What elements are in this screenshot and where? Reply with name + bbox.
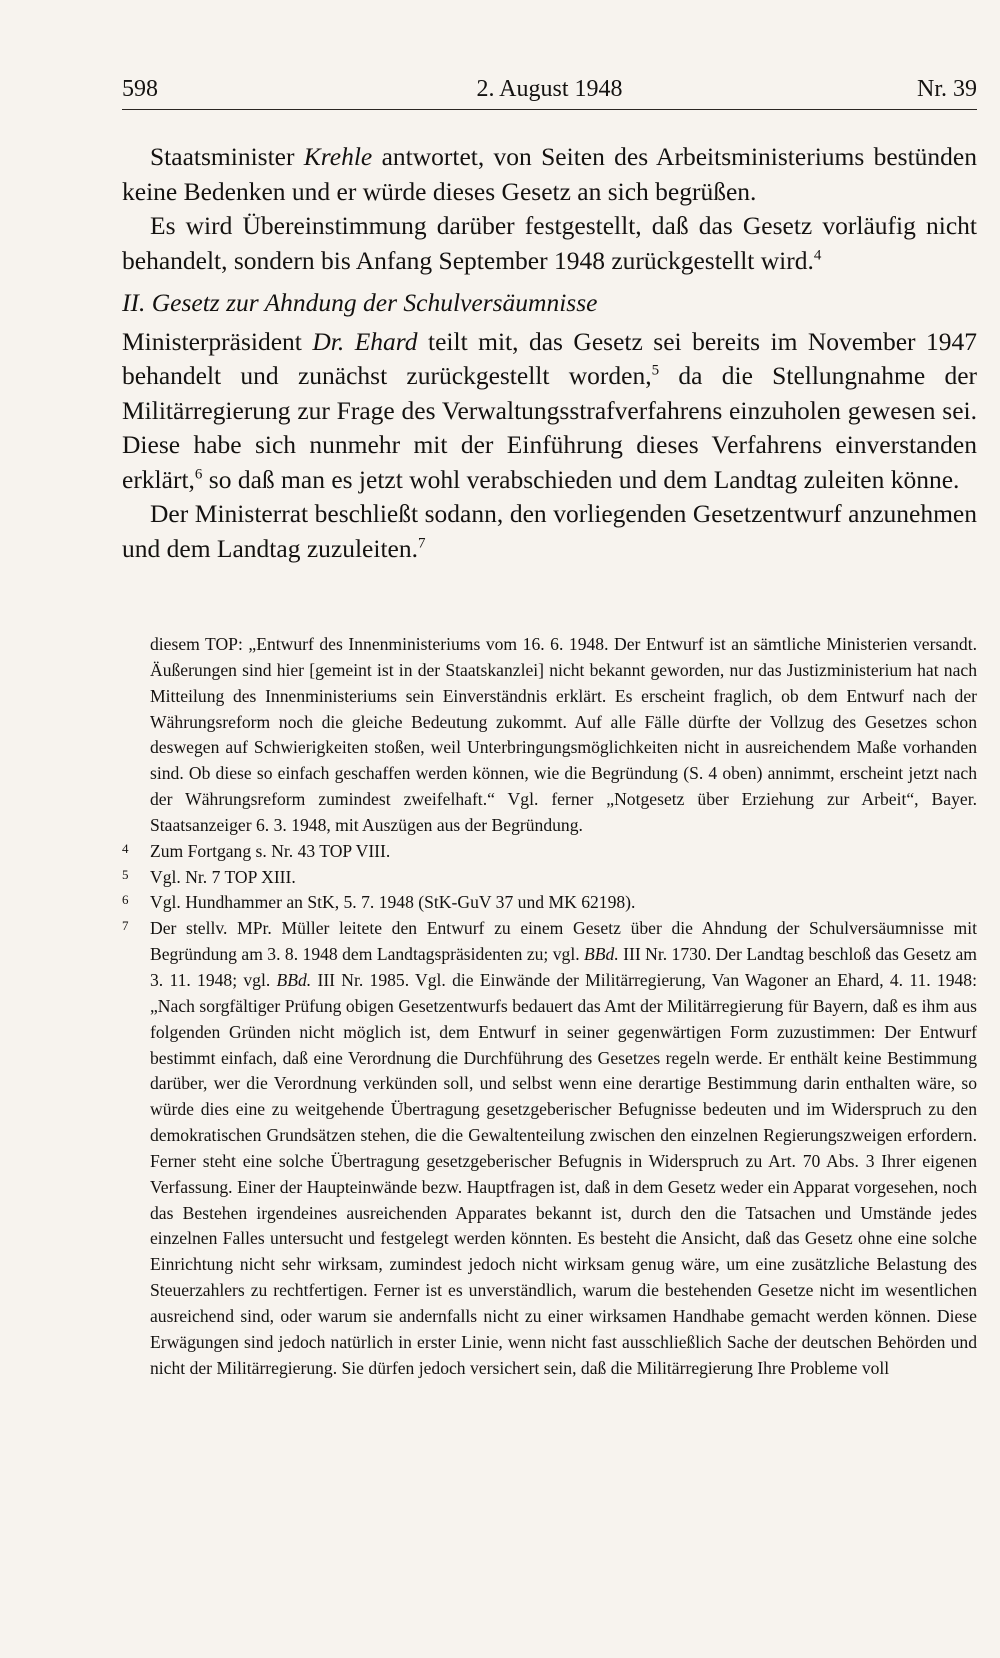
text-span: Der Ministerrat beschließt sodann, den vorliegenden Gesetzentwurf anzunehmen und dem Landtag zuzuleiten.	[122, 499, 977, 563]
paragraph-krehle	[122, 140, 977, 209]
footnote-continuation	[122, 632, 977, 839]
issue-number: Nr. 39	[917, 76, 977, 102]
footnote-ref: 5	[651, 362, 660, 379]
text-span: Staatsminister	[150, 142, 304, 171]
person-name: Krehle	[303, 142, 373, 171]
text-span: III Nr. 1985. Vgl. die Einwände der Militärregierung, Van Wagoner an Ehard, 4. 11. 1948: „Nach sorgfältiger Prüfung obigen Gesetzentwurfs bedauert das Amt der Militärregierung für Bayern, daß es ihm aus folgenden Gründen nicht möglich ist, dem Entwurf in seiner gegenwärtigen Form zuzustimmen: Der Entwurf bestimmt einfach, daß eine Verordnung die Durchführung des Gesetzes regeln werde. Er enthält keine Bestimmung darüber, wer die Verordnung verkünden soll, und selbst wenn eine derartige Bestimmung darin enthalten wäre, so würde dies eine zu weitgehende Übertragung gesetzgeberischer Befugnisse bedeuten und im Widerspruch zu den demokratischen Grundsätzen stehen, die die Gewaltenteilung zwischen den einzelnen Regierungszweigen erfordern. Ferner steht eine solche Übertragung gesetzgeberischer Befugnis in Widerspruch zu Art. 70 Abs. 3 Ihrer eigenen Verfassung. Einer der Haupteinwände bezw. Hauptfragen ist, daß in dem Gesetz weder ein Apparat vorgesehen, noch das Bestehen irgendeines ausreichenden Apparates bekannt ist, durch den die Tatsachen und Umstände jedes einzelnen Falles untersucht und festgelegt werden könnten. Es besteht die Ansicht, daß das Gesetz ohne eine solche Einrichtung nicht sehr wirksam, zumindest jedoch nicht wirksam genug wäre, um eine zusätzliche Belastung des Steuerzahlers zu rechtfertigen. Ferner ist es unverständlich, warum die bestehenden Gesetze nicht im wesentlichen ausreichend sind, oder warum sie andernfalls nicht zu einer wirksamen Handhabe gemacht werden können. Diese Erwägungen sind jedoch natürlich in erster Linie, wenn nicht fast ausschließlich Sache der deutschen Behörden und nicht der Militärregierung. Sie dürfen jedoch versichert sein, daß die Militärregierung Ihre Probleme voll	[150, 969, 977, 1378]
footnote-ref: 7	[417, 535, 426, 551]
text-span: Es wird Übereinstimmung darüber festgestellt, daß das Gesetz vorläufig nicht behandelt, sondern bis Anfang September 1948 zurückgestellt wird.	[122, 211, 977, 275]
text-span: Der stellv. MPr. Müller leitete den Entwurf zu einem Gesetz über die Ahndung der Schulversäumnisse mit Begründung am 3. 8. 1948 dem Landtagspräsidenten zu; vgl.	[150, 918, 977, 965]
footnote-7	[122, 916, 977, 1381]
header-rule	[122, 109, 977, 110]
footnote-number: 5	[122, 866, 129, 882]
paragraph-decision-postpone	[122, 209, 977, 278]
text-span: da die Stellungnahme der Militärregierung zur Frage des Verwaltungsstrafverfahrens einzuholen gewesen sei. Diese habe sich nunmehr mit der Einführung dieses Verfahrens einverstanden erklärt,	[122, 361, 977, 494]
citation-abbrev: BBd.	[584, 944, 619, 965]
footnote-6	[122, 890, 977, 916]
running-header	[122, 76, 977, 112]
footnote-4	[122, 839, 977, 865]
main-text	[122, 140, 977, 566]
header-date: 2. August 1948	[476, 76, 623, 102]
text-span: so daß man es jetzt wohl verabschieden und dem Landtag zuleiten könne.	[202, 464, 960, 494]
text-span: Vgl. Nr. 7 TOP XIII.	[150, 866, 296, 887]
footnotes	[122, 632, 977, 1381]
footnote-ref: 4	[813, 247, 822, 263]
section-heading: II. Gesetz zur Ahndung der Schulversäumnisse	[122, 288, 598, 317]
footnote-5	[122, 865, 977, 891]
paragraph-resolution	[122, 497, 977, 566]
footnote-number: 4	[122, 840, 129, 856]
person-name: Dr. Ehard	[312, 326, 418, 356]
text-span: teilt mit, das Gesetz sei bereits im November 1947 behandelt und zunächst zurückgestellt worden,	[122, 326, 977, 390]
text-span: diesem TOP: „Entwurf des Innenministeriums vom 16. 6. 1948. Der Entwurf ist an sämtliche Ministerien versandt. Äußerungen sind hier [gemeint ist in der Staatskanzlei] nicht bekannt geworden, nur das Justizministerium hat nach Mitteilung des Innenministeriums sein Einverständnis erklärt. Es erscheint fraglich, ob dem Entwurf nach der Währungsreform noch die gleiche Bedeutung zukommt. Auf alle Fälle dürfte der Vollzug des Gesetzes schon deswegen auf Schwierigkeiten stoßen, weil Unterbringungsmöglichkeiten nicht in ausreichendem Maße vorhanden sind. Ob diese so einfach geschaffen werden können, wie die Begründung (S. 4 oben) annimmt, erscheint jetzt nach der Währungsreform zumindest zweifelhaft.“ Vgl. ferner „Notgesetz über Erziehung zur Arbeit“, Bayer. Staatsanzeiger 6. 3. 1948, mit Auszügen aus der Begründung.	[150, 634, 977, 835]
text-span: Zum Fortgang s. Nr. 43 TOP VIII.	[150, 840, 391, 861]
text-span: III Nr. 1730. Der Landtag beschloß das Gesetz am 3. 11. 1948; vgl.	[150, 944, 977, 990]
text-span: antwortet, von Seiten des Arbeitsministeriums bestünden keine Bedenken und er würde dieses Gesetz an sich begrüßen.	[122, 142, 977, 206]
citation-abbrev: BBd.	[276, 969, 312, 990]
footnote-number: 6	[122, 892, 129, 908]
footnote-number: 7	[122, 918, 129, 934]
text-span: Ministerpräsident	[122, 326, 313, 356]
page-number: 598	[122, 76, 158, 102]
text-span: Vgl. Hundhammer an StK, 5. 7. 1948 (StK-GuV 37 und MK 62198).	[150, 892, 636, 913]
paragraph-ehard	[122, 325, 977, 498]
footnote-ref: 6	[194, 466, 203, 482]
